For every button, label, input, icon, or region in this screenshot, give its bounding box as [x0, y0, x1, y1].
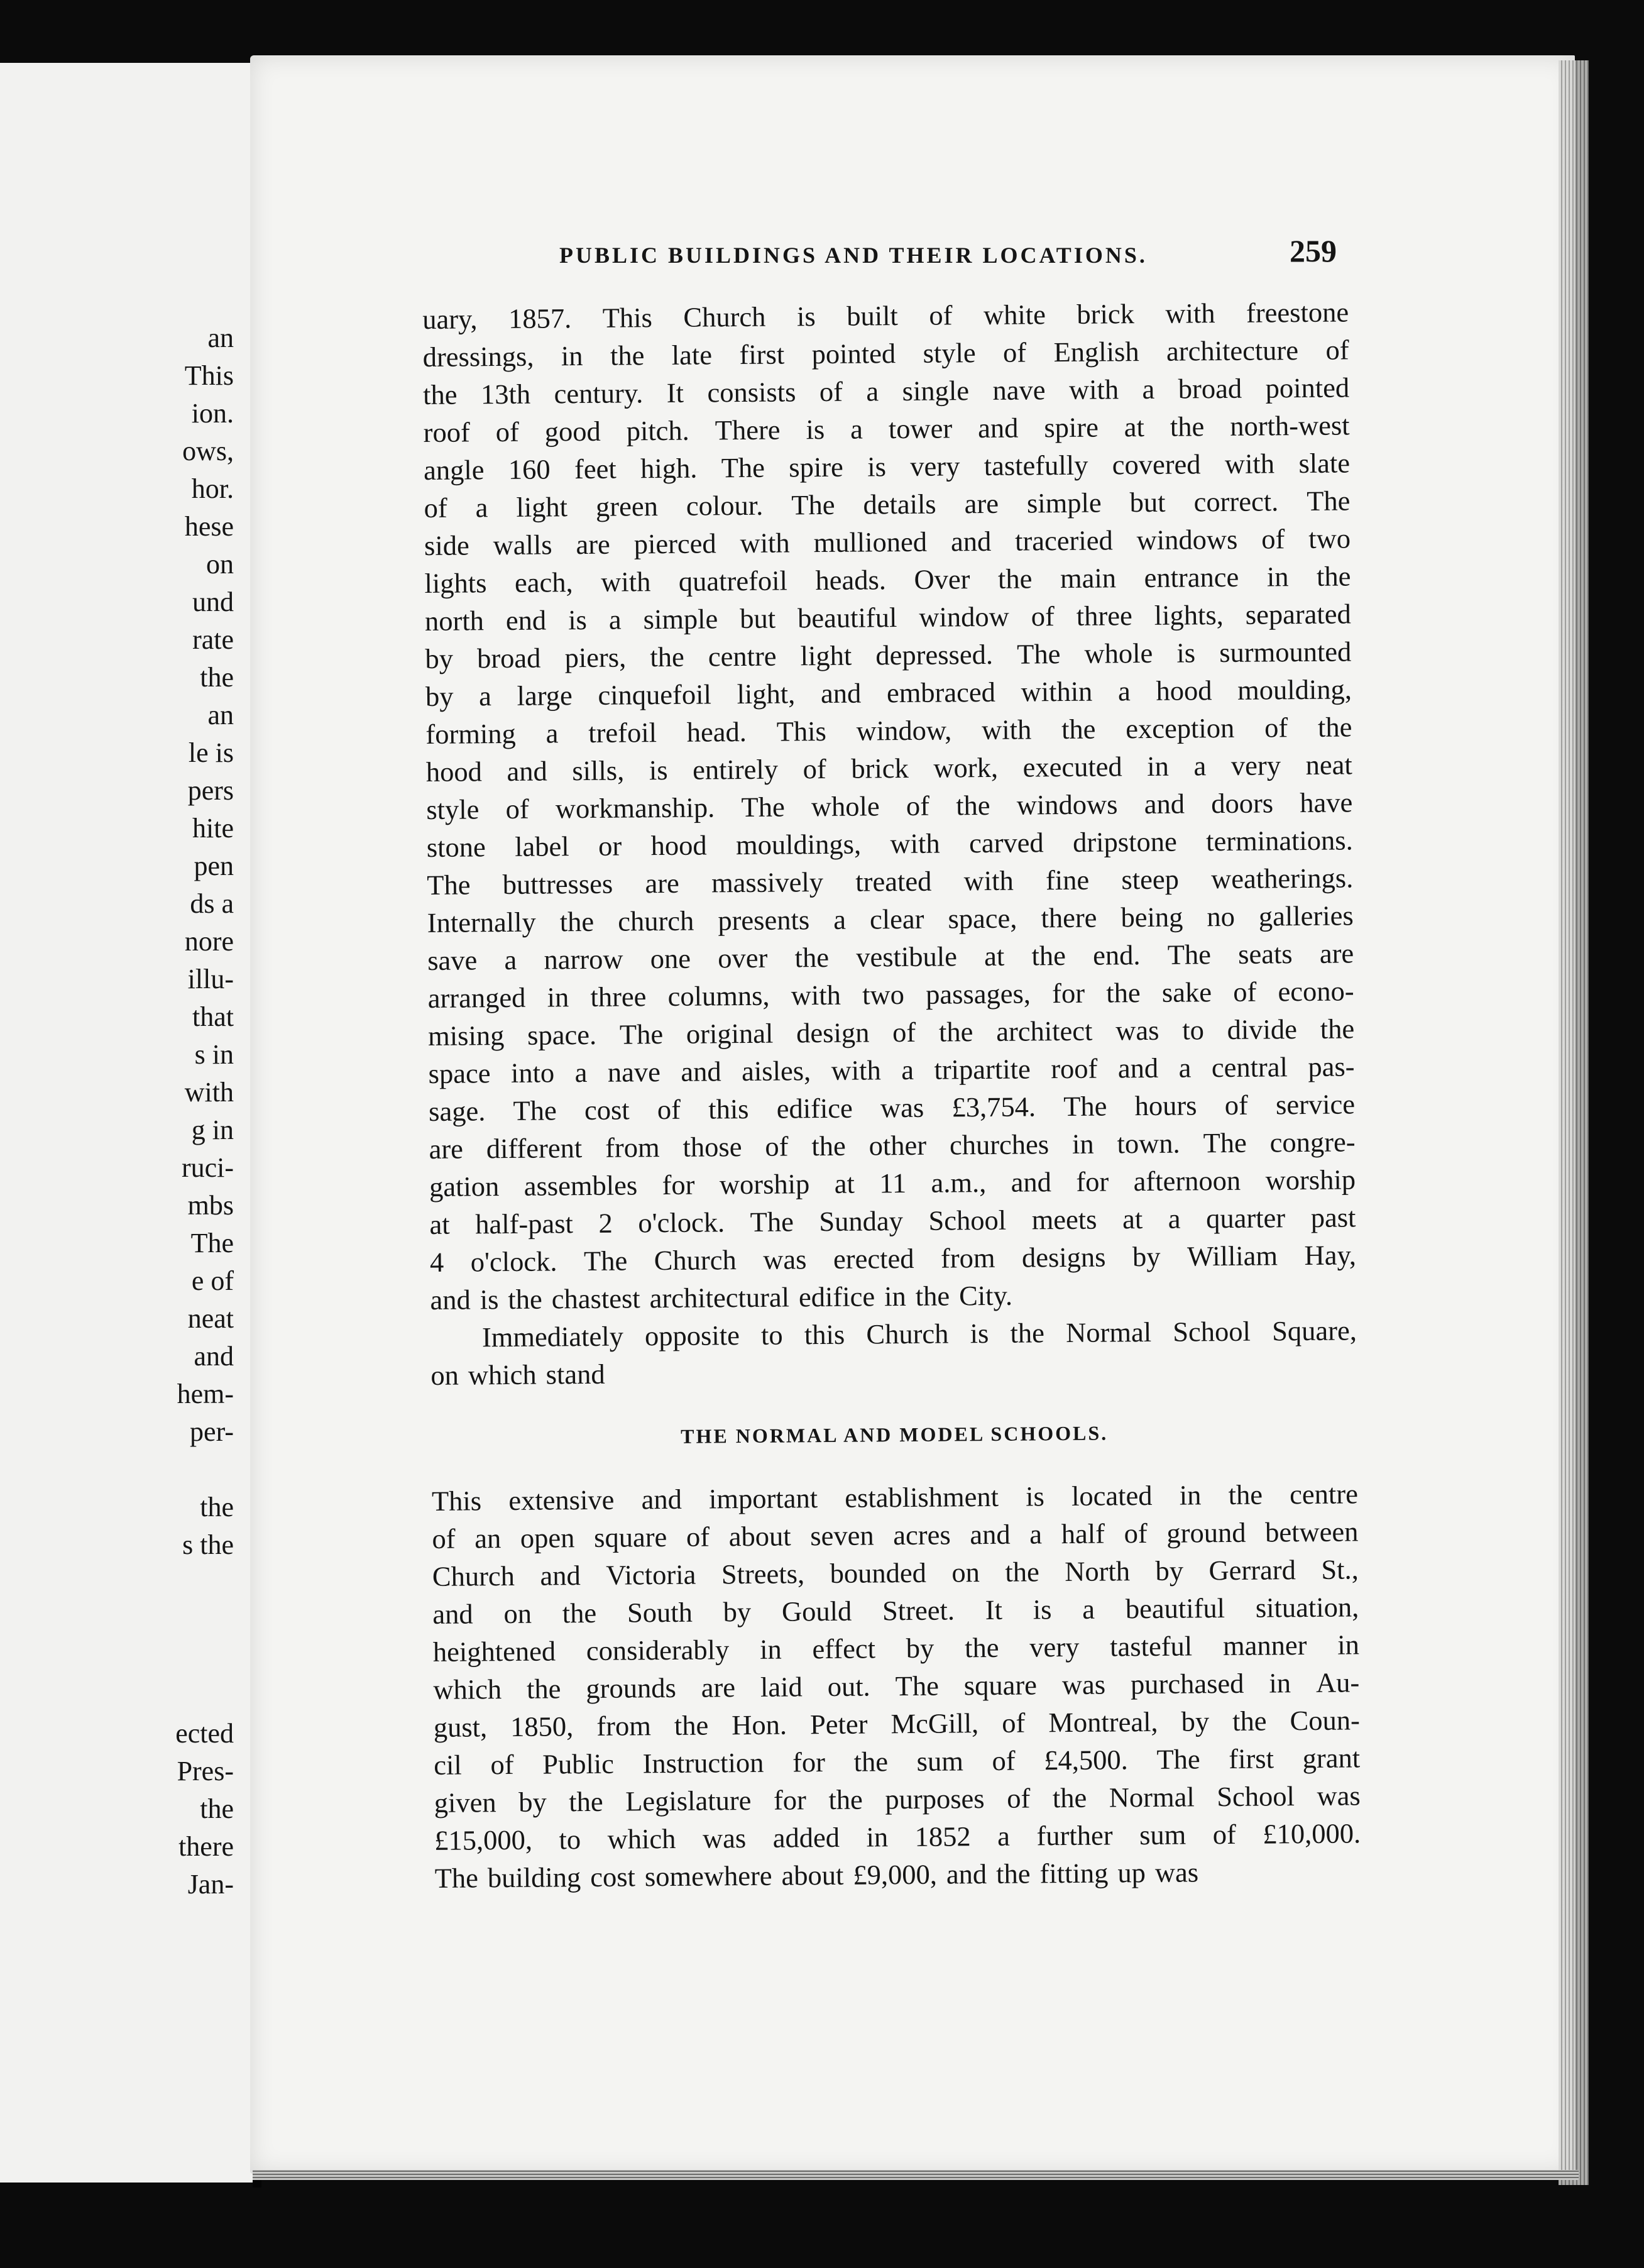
text-line: of a light green colour. The details are simple but correct. The	[424, 485, 1351, 524]
cropped-text-fragment: und	[192, 586, 234, 617]
text-line: The building cost somewhere about £9,000, and the fitting up was	[434, 1856, 1199, 1894]
running-header: PUBLIC BUILDINGS AND THEIR LOCATIONS.	[559, 243, 1148, 268]
cropped-text-fragment: ows,	[182, 436, 234, 466]
text-line: This extensive and important establishment is located in the centre	[431, 1478, 1359, 1517]
cropped-text-fragment: s in	[194, 1039, 234, 1070]
cropped-text-fragment: Pres-	[177, 1756, 234, 1786]
cropped-text-fragment: pen	[194, 851, 234, 881]
cropped-text-fragment: on	[206, 549, 234, 580]
cropped-text-fragment: illu-	[187, 964, 234, 994]
text-line: Church and Victoria Streets, bounded on the North by Gerrard St.,	[432, 1553, 1359, 1592]
text-line: lights each, with quatrefoil heads. Over the main entrance in the	[424, 560, 1351, 599]
text-line: stone label or hood mouldings, with carved dripstone terminations.	[426, 824, 1353, 863]
page-number: 259	[1290, 233, 1337, 268]
text-line: style of workmanship. The whole of the windows and doors have	[426, 786, 1353, 825]
text-line: Immediately opposite to this Church is the Normal School Square,	[481, 1314, 1357, 1353]
cropped-text-fragment: s the	[182, 1529, 234, 1560]
text-line: forming a trefoil head. This window, with the exception of the	[425, 711, 1352, 750]
cropped-text-fragment: rate	[192, 624, 234, 655]
text-line: dressings, in the late first pointed style of English architecture of	[422, 334, 1349, 373]
cropped-text-fragment: ds a	[190, 888, 234, 919]
cropped-text-fragment: ruci-	[181, 1152, 234, 1183]
page-bottom-edge	[253, 2170, 1579, 2180]
cropped-text-fragment: ected	[175, 1718, 234, 1749]
text-line: given by the Legislature for the purposes of the Normal School was	[434, 1780, 1361, 1819]
cropped-text-fragment: per-	[190, 1416, 234, 1447]
cropped-text-fragment: This	[184, 360, 234, 391]
cropped-text-fragment: The	[190, 1228, 234, 1258]
cropped-text-fragment: hor.	[191, 473, 234, 504]
text-line: space into a nave and aisles, with a tripartite roof and a central pas-	[428, 1050, 1355, 1089]
cropped-text-fragment: an	[207, 322, 234, 353]
text-line: side walls are pierced with mullioned and traceried windows of two	[424, 522, 1351, 561]
text-line: arranged in three columns, with two passages, for the sake of econo-	[427, 975, 1354, 1014]
text-line: of an open square of about seven acres and a half of ground between	[432, 1516, 1359, 1555]
cropped-text-fragment: hese	[184, 511, 234, 542]
text-line: sage. The cost of this edifice was £3,754. The hours of service	[428, 1088, 1356, 1127]
text-line: by broad piers, the centre light depressed. The whole is surmounted	[425, 636, 1352, 674]
cropped-text-fragment: pers	[187, 775, 234, 806]
text-line: save a narrow one over the vestibule at the end. The seats are	[427, 937, 1354, 976]
cropped-text-fragment: g in	[191, 1115, 234, 1145]
text-line: hood and sills, is entirely of brick work, executed in a very neat	[425, 749, 1352, 788]
text-line: roof of good pitch. There is a tower and spire at the north-west	[423, 409, 1350, 448]
cropped-text-fragment: le is	[188, 737, 234, 768]
cropped-text-fragment: ion.	[191, 398, 234, 429]
text-line: north end is a simple but beautiful window of three lights, separated	[424, 598, 1352, 637]
text-line: by a large cinquefoil light, and embraced within a hood moulding,	[425, 673, 1352, 712]
cropped-text-fragment: e of	[191, 1265, 234, 1296]
body-text	[422, 293, 1361, 1896]
section-heading: THE NORMAL AND MODEL SCHOOLS.	[681, 1421, 1109, 1448]
text-line: are different from those of the other churches in town. The congre-	[429, 1126, 1356, 1165]
text-line: heightened considerably in effect by the very tasteful manner in	[432, 1629, 1360, 1668]
paragraph	[432, 1475, 1361, 1897]
cropped-text-fragment: there	[178, 1831, 234, 1862]
cropped-text-fragment: an	[207, 700, 234, 730]
page-stack-edge	[1559, 60, 1589, 2185]
paragraph	[422, 293, 1357, 1319]
text-line: gust, 1850, from the Hon. Peter McGill, of Montreal, by the Coun-	[433, 1704, 1360, 1743]
cropped-text-fragment: and	[194, 1341, 234, 1372]
text-line: gation assembles for worship at 11 a.m., and for afternoon worship	[429, 1164, 1356, 1203]
text-line: which the grounds are laid out. The square was purchased in Au-	[433, 1666, 1360, 1705]
text-line: mising space. The original design of the architect was to divide the	[427, 1013, 1355, 1052]
cropped-text-fragment: nore	[184, 926, 234, 957]
text-line: 4 o'clock. The Church was erected from designs by William Hay,	[429, 1239, 1357, 1278]
previous-page-edge	[0, 63, 253, 2183]
cropped-text-fragment: mbs	[187, 1190, 234, 1221]
text-line: The buttresses are massively treated with fine steep weatherings.	[427, 862, 1354, 901]
paragraph	[430, 1311, 1357, 1394]
text-line: and on the South by Gould Street. It is a beautiful situation,	[432, 1591, 1359, 1630]
cropped-text-fragment: the	[200, 662, 234, 693]
text-line: and is the chastest architectural edifice in the City.	[430, 1279, 1013, 1316]
cropped-text-fragment: hem-	[177, 1379, 234, 1409]
text-line: at half-past 2 o'clock. The Sunday School meets at a quarter past	[429, 1201, 1356, 1240]
text-line: on which stand	[430, 1358, 605, 1391]
cropped-text-fragment: neat	[187, 1303, 234, 1334]
cropped-text-fragment: Jan-	[187, 1869, 234, 1900]
text-line: Internally the church presents a clear space, there being no galleries	[427, 900, 1354, 939]
cropped-text-fragment: the	[200, 1492, 234, 1522]
cropped-text-fragment: with	[184, 1077, 234, 1108]
text-line: uary, 1857. This Church is built of white brick with freestone	[422, 296, 1349, 335]
text-line: £15,000, to which was added in 1852 a further sum of £10,000.	[434, 1817, 1361, 1856]
text-line: angle 160 feet high. The spire is very tastefully covered with slate	[423, 447, 1351, 486]
cropped-text-fragment: the	[200, 1793, 234, 1824]
cropped-text-fragment: hite	[192, 813, 234, 844]
cropped-text-fragment: that	[192, 1001, 234, 1032]
text-line: the 13th century. It consists of a single nave with a broad pointed	[422, 372, 1350, 410]
text-line: cil of Public Instruction for the sum of £4,500. The first grant	[434, 1742, 1361, 1781]
